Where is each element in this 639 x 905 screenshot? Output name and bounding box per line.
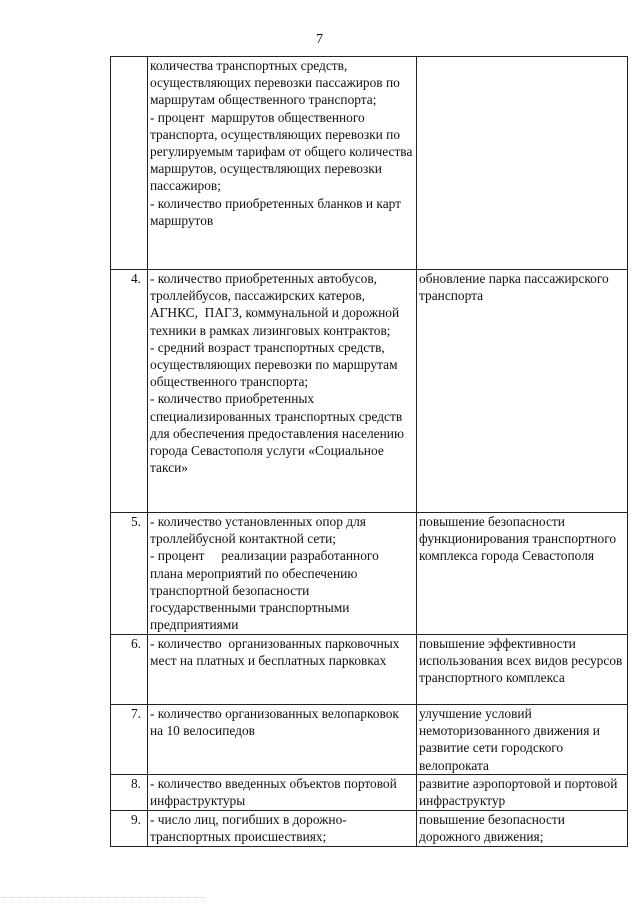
result-text: повышение безопасности дорожного движения;	[419, 812, 565, 845]
indicators-cell	[148, 57, 417, 270]
table-row	[111, 775, 628, 811]
row-number: 9.	[111, 811, 148, 847]
table-row	[111, 635, 628, 705]
table-row	[111, 57, 628, 270]
footer-divider	[0, 897, 205, 898]
indicators-text: - количество приобретенных автобусов, троллейбусов, пассажирских катеров, АГНКС, ПАГЗ, коммунальной и дорожной техники в рамках лизинговых контрактов; - средний возраст транспортных средств, осуществляющих перевозки по маршрутам общественного транспорта; - количество приобретенных специализированных транспортных средств для обеспечения предоставления населению города Севастополя услуги «Социальное такси»	[150, 271, 404, 476]
indicators-cell	[148, 775, 417, 811]
result-cell	[417, 705, 628, 775]
table-row	[111, 811, 628, 847]
row-number: 6.	[111, 635, 148, 705]
table-row	[111, 705, 628, 775]
result-cell	[417, 57, 628, 270]
result-cell	[417, 811, 628, 847]
result-text: обновление парка пассажирского транспорта	[419, 271, 609, 304]
page-number: 7	[316, 32, 323, 47]
row-number: 8.	[111, 775, 148, 811]
indicators-text: - количество введенных объектов портовой инфраструктуры	[150, 776, 401, 809]
indicators-text: количества транспортных средств, осуществляющих перевозки пассажиров по маршрутам общественного транспорта; - процент маршрутов общественного транспорта, осуществляющих перевозки по регулируемым тарифам от общего количества маршрутов, осуществляющих перевозки пассажиров; - количество приобретенных бланков и карт маршрутов	[150, 58, 413, 228]
indicators-text: - количество организованных велопарковок на 10 велосипедов	[150, 706, 403, 739]
result-text: развитие аэропортовой и портовой инфраструктур	[419, 776, 618, 809]
row-number	[111, 57, 148, 270]
result-text: повышение безопасности функционирования транспортного комплекса города Севастополя	[419, 514, 617, 564]
result-text: улучшение условий немоторизованного движения и развитие сети городского велопроката	[419, 706, 600, 773]
indicators-cell	[148, 635, 417, 705]
table-row	[111, 270, 628, 513]
row-number: 7.	[111, 705, 148, 775]
result-cell	[417, 775, 628, 811]
result-cell	[417, 513, 628, 635]
indicators-cell	[148, 513, 417, 635]
indicators-table	[110, 56, 628, 847]
row-number: 4.	[111, 270, 148, 513]
indicators-cell	[148, 811, 417, 847]
result-cell	[417, 270, 628, 513]
indicators-text: - число лиц, погибших в дорожно-транспортных происшествиях;	[150, 812, 347, 845]
row-number: 5.	[111, 513, 148, 635]
indicators-cell	[148, 705, 417, 775]
indicators-text: - количество организованных парковочных мест на платных и бесплатных парковках	[150, 636, 403, 669]
table-row	[111, 513, 628, 635]
result-cell	[417, 635, 628, 705]
result-text: повышение эффективности использования всех видов ресурсов транспортного комплекса	[419, 636, 623, 686]
indicators-text: - количество установленных опор для троллейбусной контактной сети; - процент реализации разработанного плана мероприятий по обеспечению транспортной безопасности государственными транспортными предприятиями	[150, 514, 379, 633]
indicators-cell	[148, 270, 417, 513]
